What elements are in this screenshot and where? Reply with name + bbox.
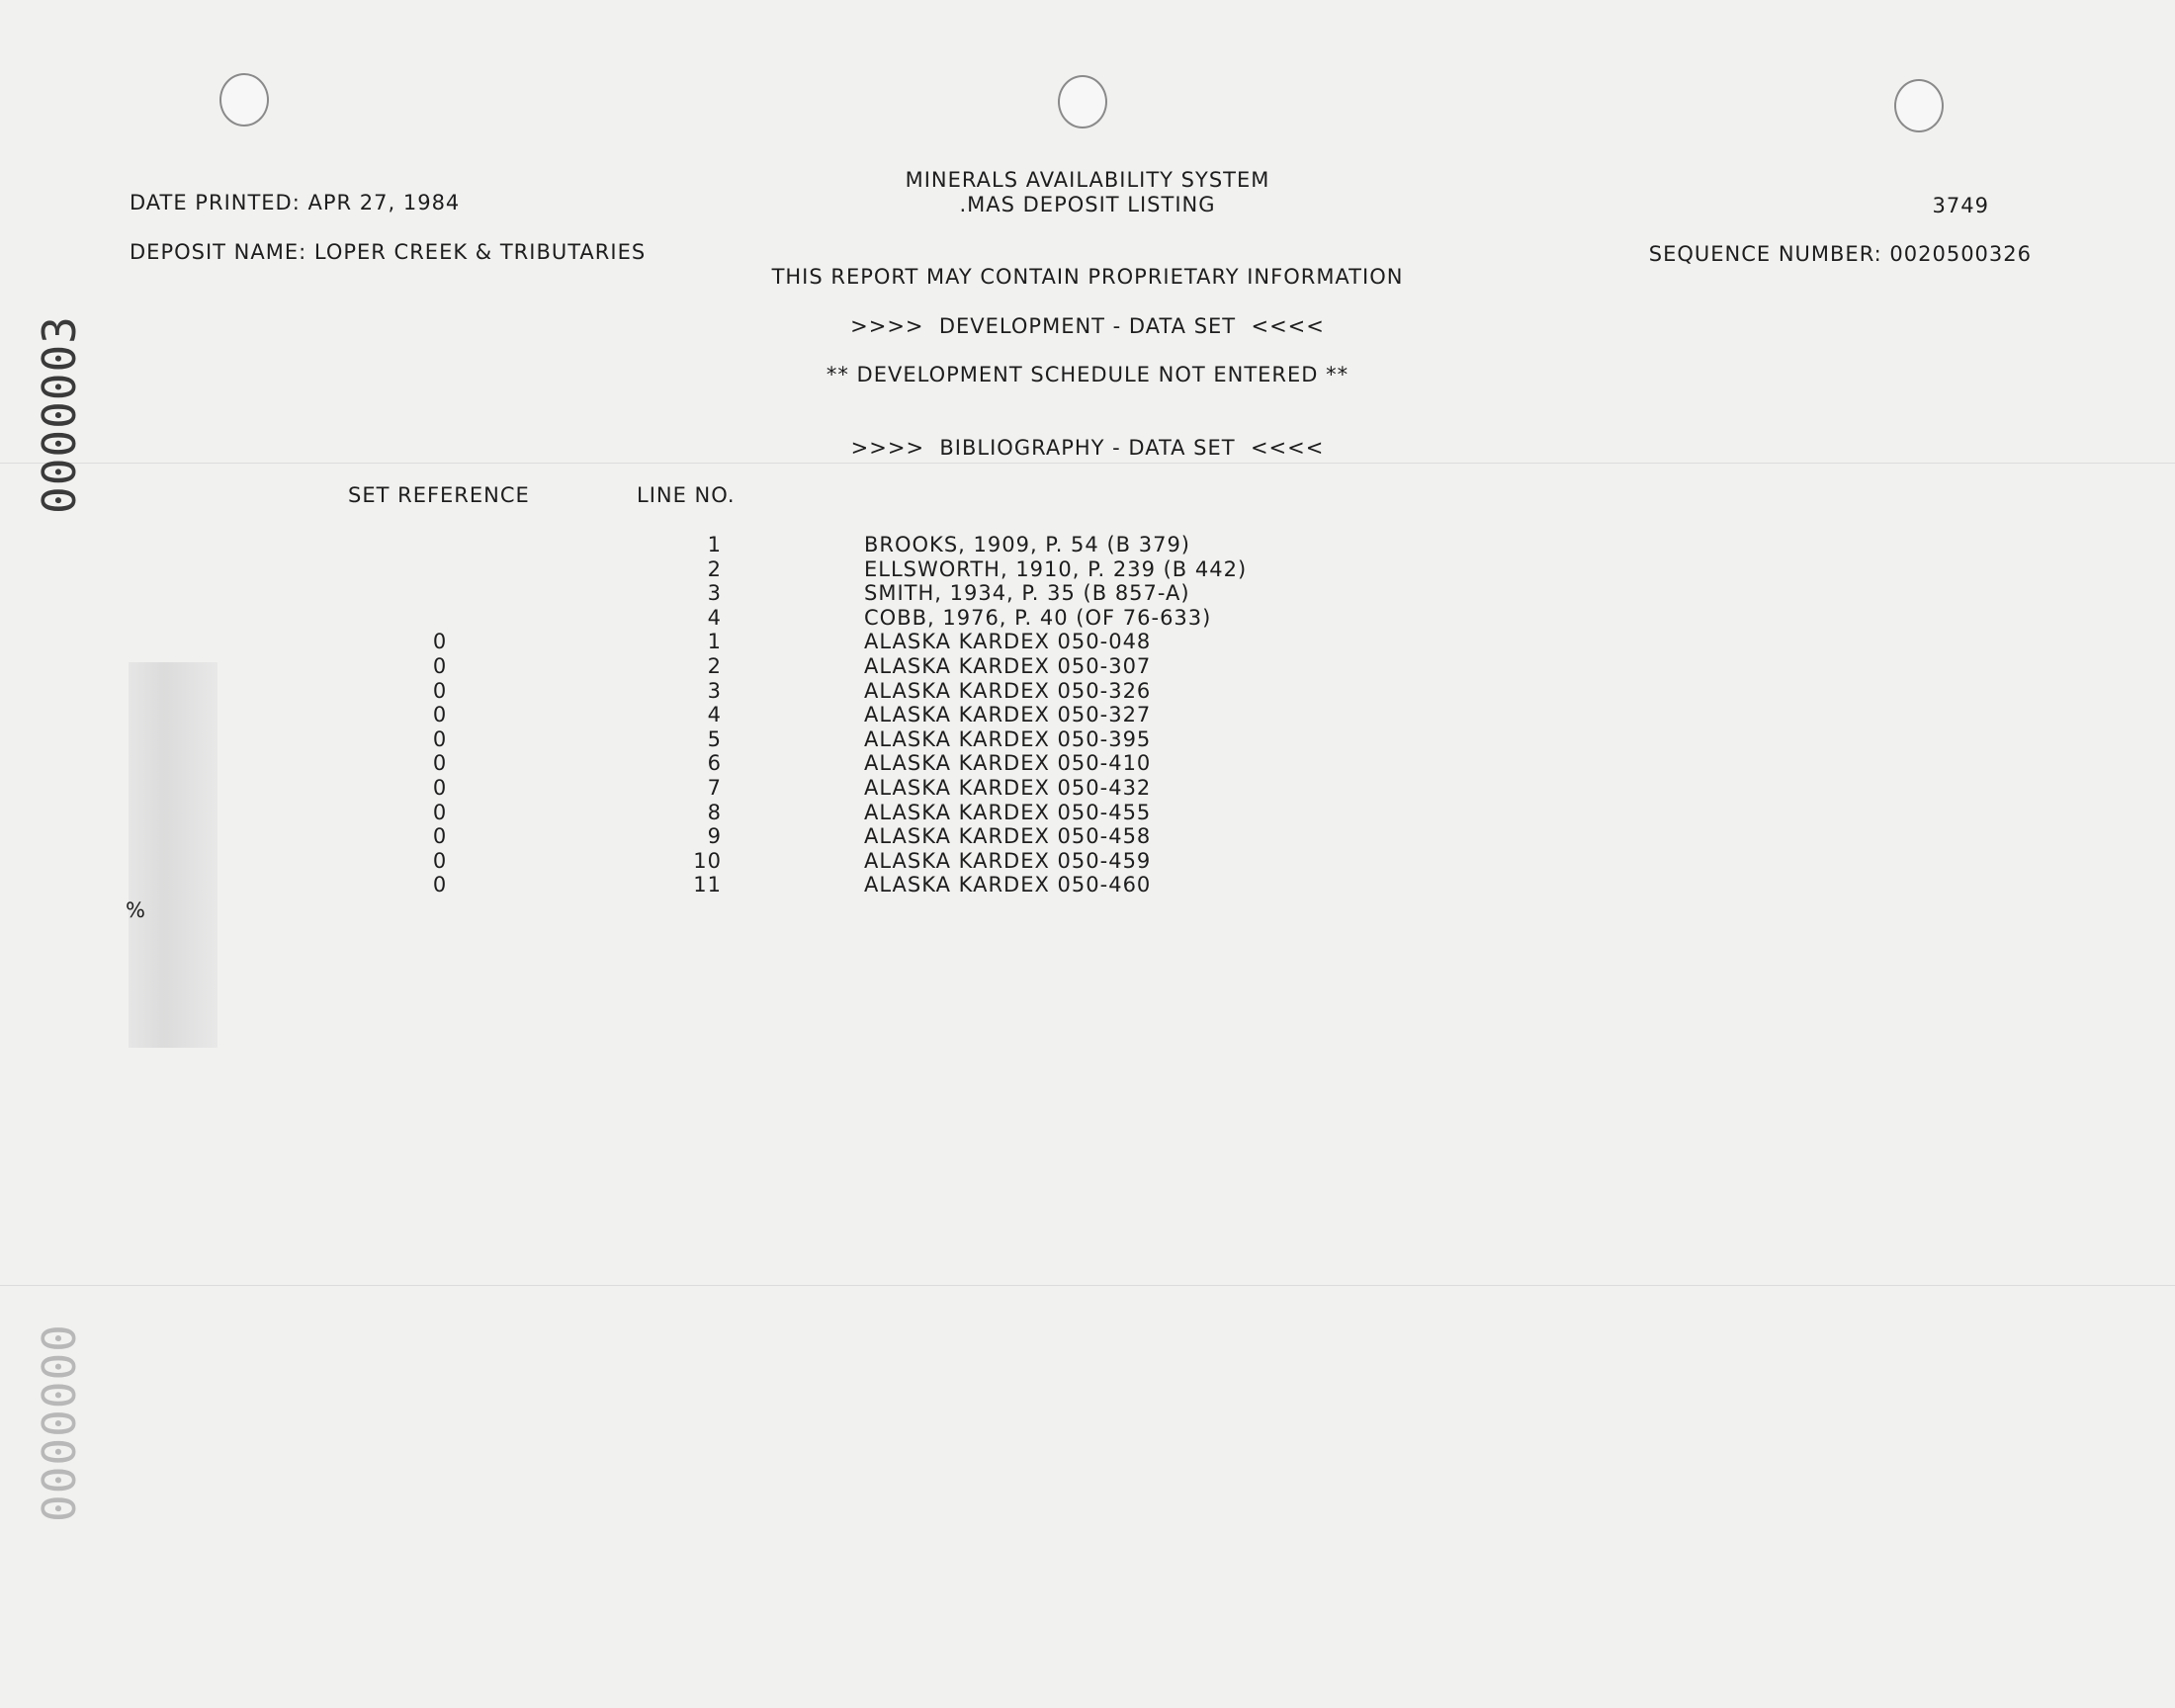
citation-cell: ALASKA KARDEX 050-048 [864, 630, 1152, 654]
table-row [0, 776, 2175, 800]
set-reference-cell: 0 [432, 776, 448, 800]
development-heading: >>>> DEVELOPMENT - DATA SET <<<< [850, 314, 1325, 338]
date-printed: DATE PRINTED: APR 27, 1984 [130, 191, 461, 214]
set-reference-cell: 0 [432, 848, 448, 873]
line-number-cell: 3 [707, 678, 722, 703]
citation-cell: ALASKA KARDEX 050-459 [864, 848, 1152, 873]
scan-line [0, 463, 2175, 464]
line-number-cell: 11 [693, 873, 722, 897]
set-reference-cell: 0 [432, 678, 448, 703]
side-stamp-bottom [33, 1324, 86, 1522]
column-header-line-no: LINE NO. [637, 483, 736, 507]
set-reference-cell: 0 [432, 751, 448, 776]
citation-cell: BROOKS, 1909, P. 54 (B 379) [864, 533, 1190, 556]
system-title: MINERALS AVAILABILITY SYSTEM [905, 168, 1270, 192]
set-reference-cell: 0 [432, 873, 448, 897]
line-number-cell: 4 [707, 605, 722, 630]
table-row [0, 703, 2175, 726]
side-stamp-bottom-text: 0000000 [33, 1324, 86, 1522]
side-stamp-top-text: 0000003 [33, 315, 86, 514]
table-row [0, 849, 2175, 873]
citation-cell: ALASKA KARDEX 050-458 [864, 824, 1152, 849]
set-reference-cell: 0 [432, 800, 448, 824]
binder-hole-left [219, 73, 269, 127]
scan-line [0, 1285, 2175, 1286]
citation-cell: ELLSWORTH, 1910, P. 239 (B 442) [864, 556, 1248, 581]
line-number-cell: 4 [707, 703, 722, 727]
table-row [0, 824, 2175, 848]
table-row [0, 630, 2175, 653]
table-row [0, 606, 2175, 630]
line-number-cell: 8 [707, 800, 722, 824]
table-row [0, 801, 2175, 824]
citation-cell: ALASKA KARDEX 050-326 [864, 678, 1152, 703]
line-number-cell: 3 [707, 581, 722, 606]
sequence-number: SEQUENCE NUMBER: 0020500326 [1648, 242, 2032, 266]
line-number-cell: 10 [693, 848, 722, 873]
development-status: ** DEVELOPMENT SCHEDULE NOT ENTERED ** [826, 363, 1349, 386]
table-row [0, 751, 2175, 775]
line-number-cell: 2 [707, 556, 722, 581]
table-row [0, 727, 2175, 751]
set-reference-cell: 0 [432, 630, 448, 654]
citation-cell: ALASKA KARDEX 050-307 [864, 654, 1152, 678]
line-number-cell: 5 [707, 726, 722, 751]
footer-mark: % [126, 898, 146, 922]
page-number: 3749 [1932, 194, 1989, 217]
binder-hole-right [1894, 79, 1944, 132]
citation-cell: ALASKA KARDEX 050-432 [864, 776, 1152, 800]
table-row [0, 557, 2175, 581]
line-number-cell: 2 [707, 654, 722, 678]
set-reference-cell: 0 [432, 824, 448, 849]
table-row [0, 873, 2175, 897]
citation-cell: ALASKA KARDEX 050-460 [864, 873, 1152, 897]
line-number-cell: 9 [707, 824, 722, 849]
set-reference-cell: 0 [432, 726, 448, 751]
deposit-name: DEPOSIT NAME: LOPER CREEK & TRIBUTARIES [130, 240, 647, 264]
proprietary-notice: THIS REPORT MAY CONTAIN PROPRIETARY INFORMATION [771, 265, 1404, 289]
bibliography-heading: >>>> BIBLIOGRAPHY - DATA SET <<<< [850, 436, 1325, 460]
citation-cell: ALASKA KARDEX 050-395 [864, 726, 1152, 751]
set-reference-cell: 0 [432, 654, 448, 678]
line-number-cell: 6 [707, 751, 722, 776]
table-row [0, 581, 2175, 605]
column-header-set-reference: SET REFERENCE [348, 483, 530, 507]
citation-cell: ALASKA KARDEX 050-410 [864, 751, 1152, 776]
side-stamp-top [33, 315, 86, 514]
listing-title: .MAS DEPOSIT LISTING [959, 193, 1216, 216]
citation-cell: COBB, 1976, P. 40 (OF 76-633) [864, 605, 1212, 630]
table-row [0, 654, 2175, 678]
citation-cell: ALASKA KARDEX 050-327 [864, 703, 1152, 727]
table-row [0, 533, 2175, 556]
citation-cell: ALASKA KARDEX 050-455 [864, 800, 1152, 824]
line-number-cell: 7 [707, 776, 722, 800]
line-number-cell: 1 [707, 533, 722, 556]
citation-cell: SMITH, 1934, P. 35 (B 857-A) [864, 581, 1190, 606]
binder-hole-center [1058, 75, 1107, 128]
line-number-cell: 1 [707, 630, 722, 654]
set-reference-cell: 0 [432, 703, 448, 727]
table-row [0, 679, 2175, 703]
